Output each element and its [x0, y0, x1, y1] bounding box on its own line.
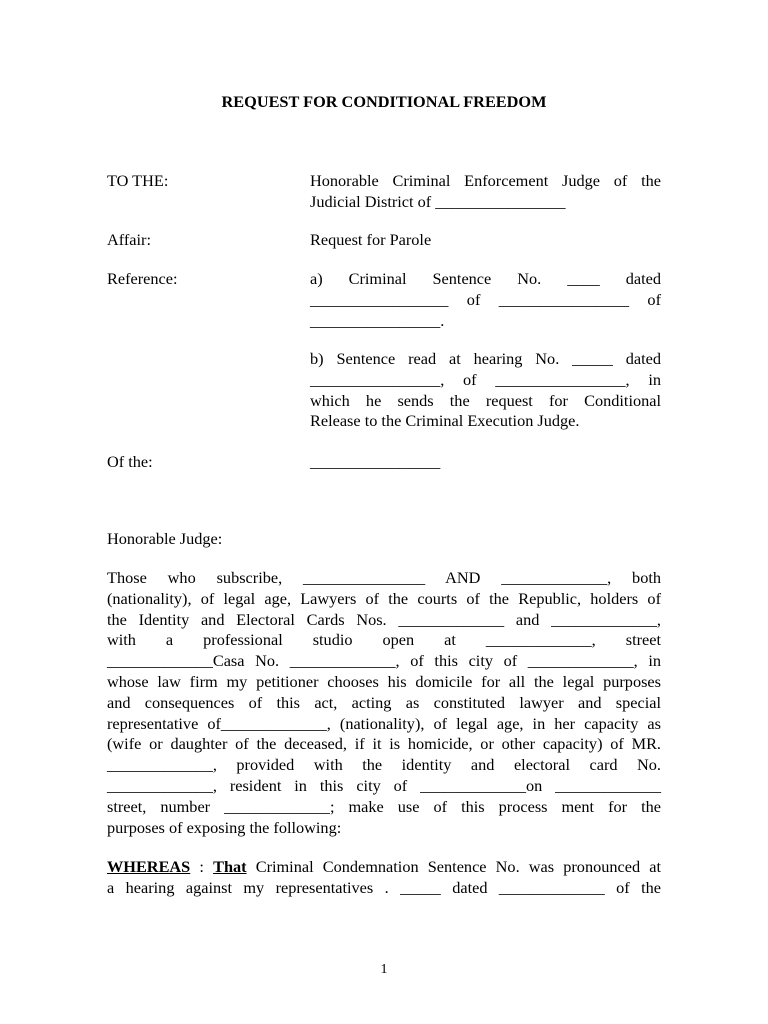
salutation: Honorable Judge: — [107, 529, 223, 548]
reference-a — [310, 269, 661, 331]
reference-b-line3: which he sends the request for Conditional — [310, 390, 661, 410]
to-label: TO THE: — [107, 171, 169, 190]
page-number: 1 — [380, 962, 388, 977]
to-value-line1: Honorable Criminal Enforcement Judge of the — [310, 171, 661, 190]
body-line: _____________Casa No. _____________, of this city of _____________, in — [107, 651, 661, 671]
of-the-value: ________________ — [310, 452, 441, 471]
body-line: purposes of exposing the following: — [107, 817, 342, 837]
body-line: (wife or daughter of the deceased, if it is homicide, or other capacity) of MR. — [107, 734, 661, 754]
body-line: with a professional studio open at _____________, street — [107, 630, 661, 650]
of-the-label: Of the: — [107, 452, 153, 471]
whereas-separator: : — [190, 857, 214, 876]
reference-a-line1: a) Criminal Sentence No. ____ dated — [310, 269, 661, 288]
body-line: _____________, provided with the identity and electoral card No. — [107, 755, 661, 775]
whereas-line2: a hearing against my representatives . _____ dated _____________ of the — [107, 877, 661, 897]
reference-a-line2: _________________ of ________________ of — [310, 289, 661, 309]
affair-value: Request for Parole — [310, 230, 432, 249]
whereas-keyword: WHEREAS — [107, 857, 191, 876]
body-line: representative of_____________, (nationality), of legal age, in her capacity as — [107, 713, 661, 733]
reference-b-line1: b) Sentence read at hearing No. _____ dated — [310, 349, 661, 368]
to-value-line2: Judicial District of ________________ — [310, 191, 566, 211]
reference-b-line2: ________________, of ________________, in — [310, 369, 661, 389]
reference-label: Reference: — [107, 269, 178, 288]
reference-a-line3: ________________. — [310, 310, 445, 330]
that-keyword: That — [213, 857, 247, 876]
body-line: street, number _____________; make use of this process ment for the — [107, 796, 661, 816]
whereas-line1-text: Criminal Condemnation Sentence No. was pronounced at — [246, 857, 662, 876]
affair-label: Affair: — [107, 230, 152, 249]
whereas-line1 — [107, 857, 661, 878]
reference-b-line4: Release to the Criminal Execution Judge. — [310, 411, 580, 431]
reference-b — [310, 349, 661, 432]
body-line: and consequences of this act, acting as constituted lawyer and special — [107, 692, 661, 712]
body-line: whose law firm my petitioner chooses his domicile for all the legal purposes — [107, 671, 661, 691]
body-line: Those who subscribe, _______________ AND _____________, both — [107, 568, 661, 587]
body-line: the Identity and Electoral Cards Nos. _____________ and _____________, — [107, 609, 661, 629]
document-title: REQUEST FOR CONDITIONAL FREEDOM — [221, 92, 547, 111]
whereas-paragraph — [107, 857, 661, 899]
body-line: (nationality), of legal age, Lawyers of the courts of the Republic, holders of — [107, 588, 661, 608]
body-paragraph — [107, 568, 661, 838]
to-value — [310, 171, 661, 213]
body-line: _____________, resident in this city of _____________on _____________ — [107, 775, 661, 795]
